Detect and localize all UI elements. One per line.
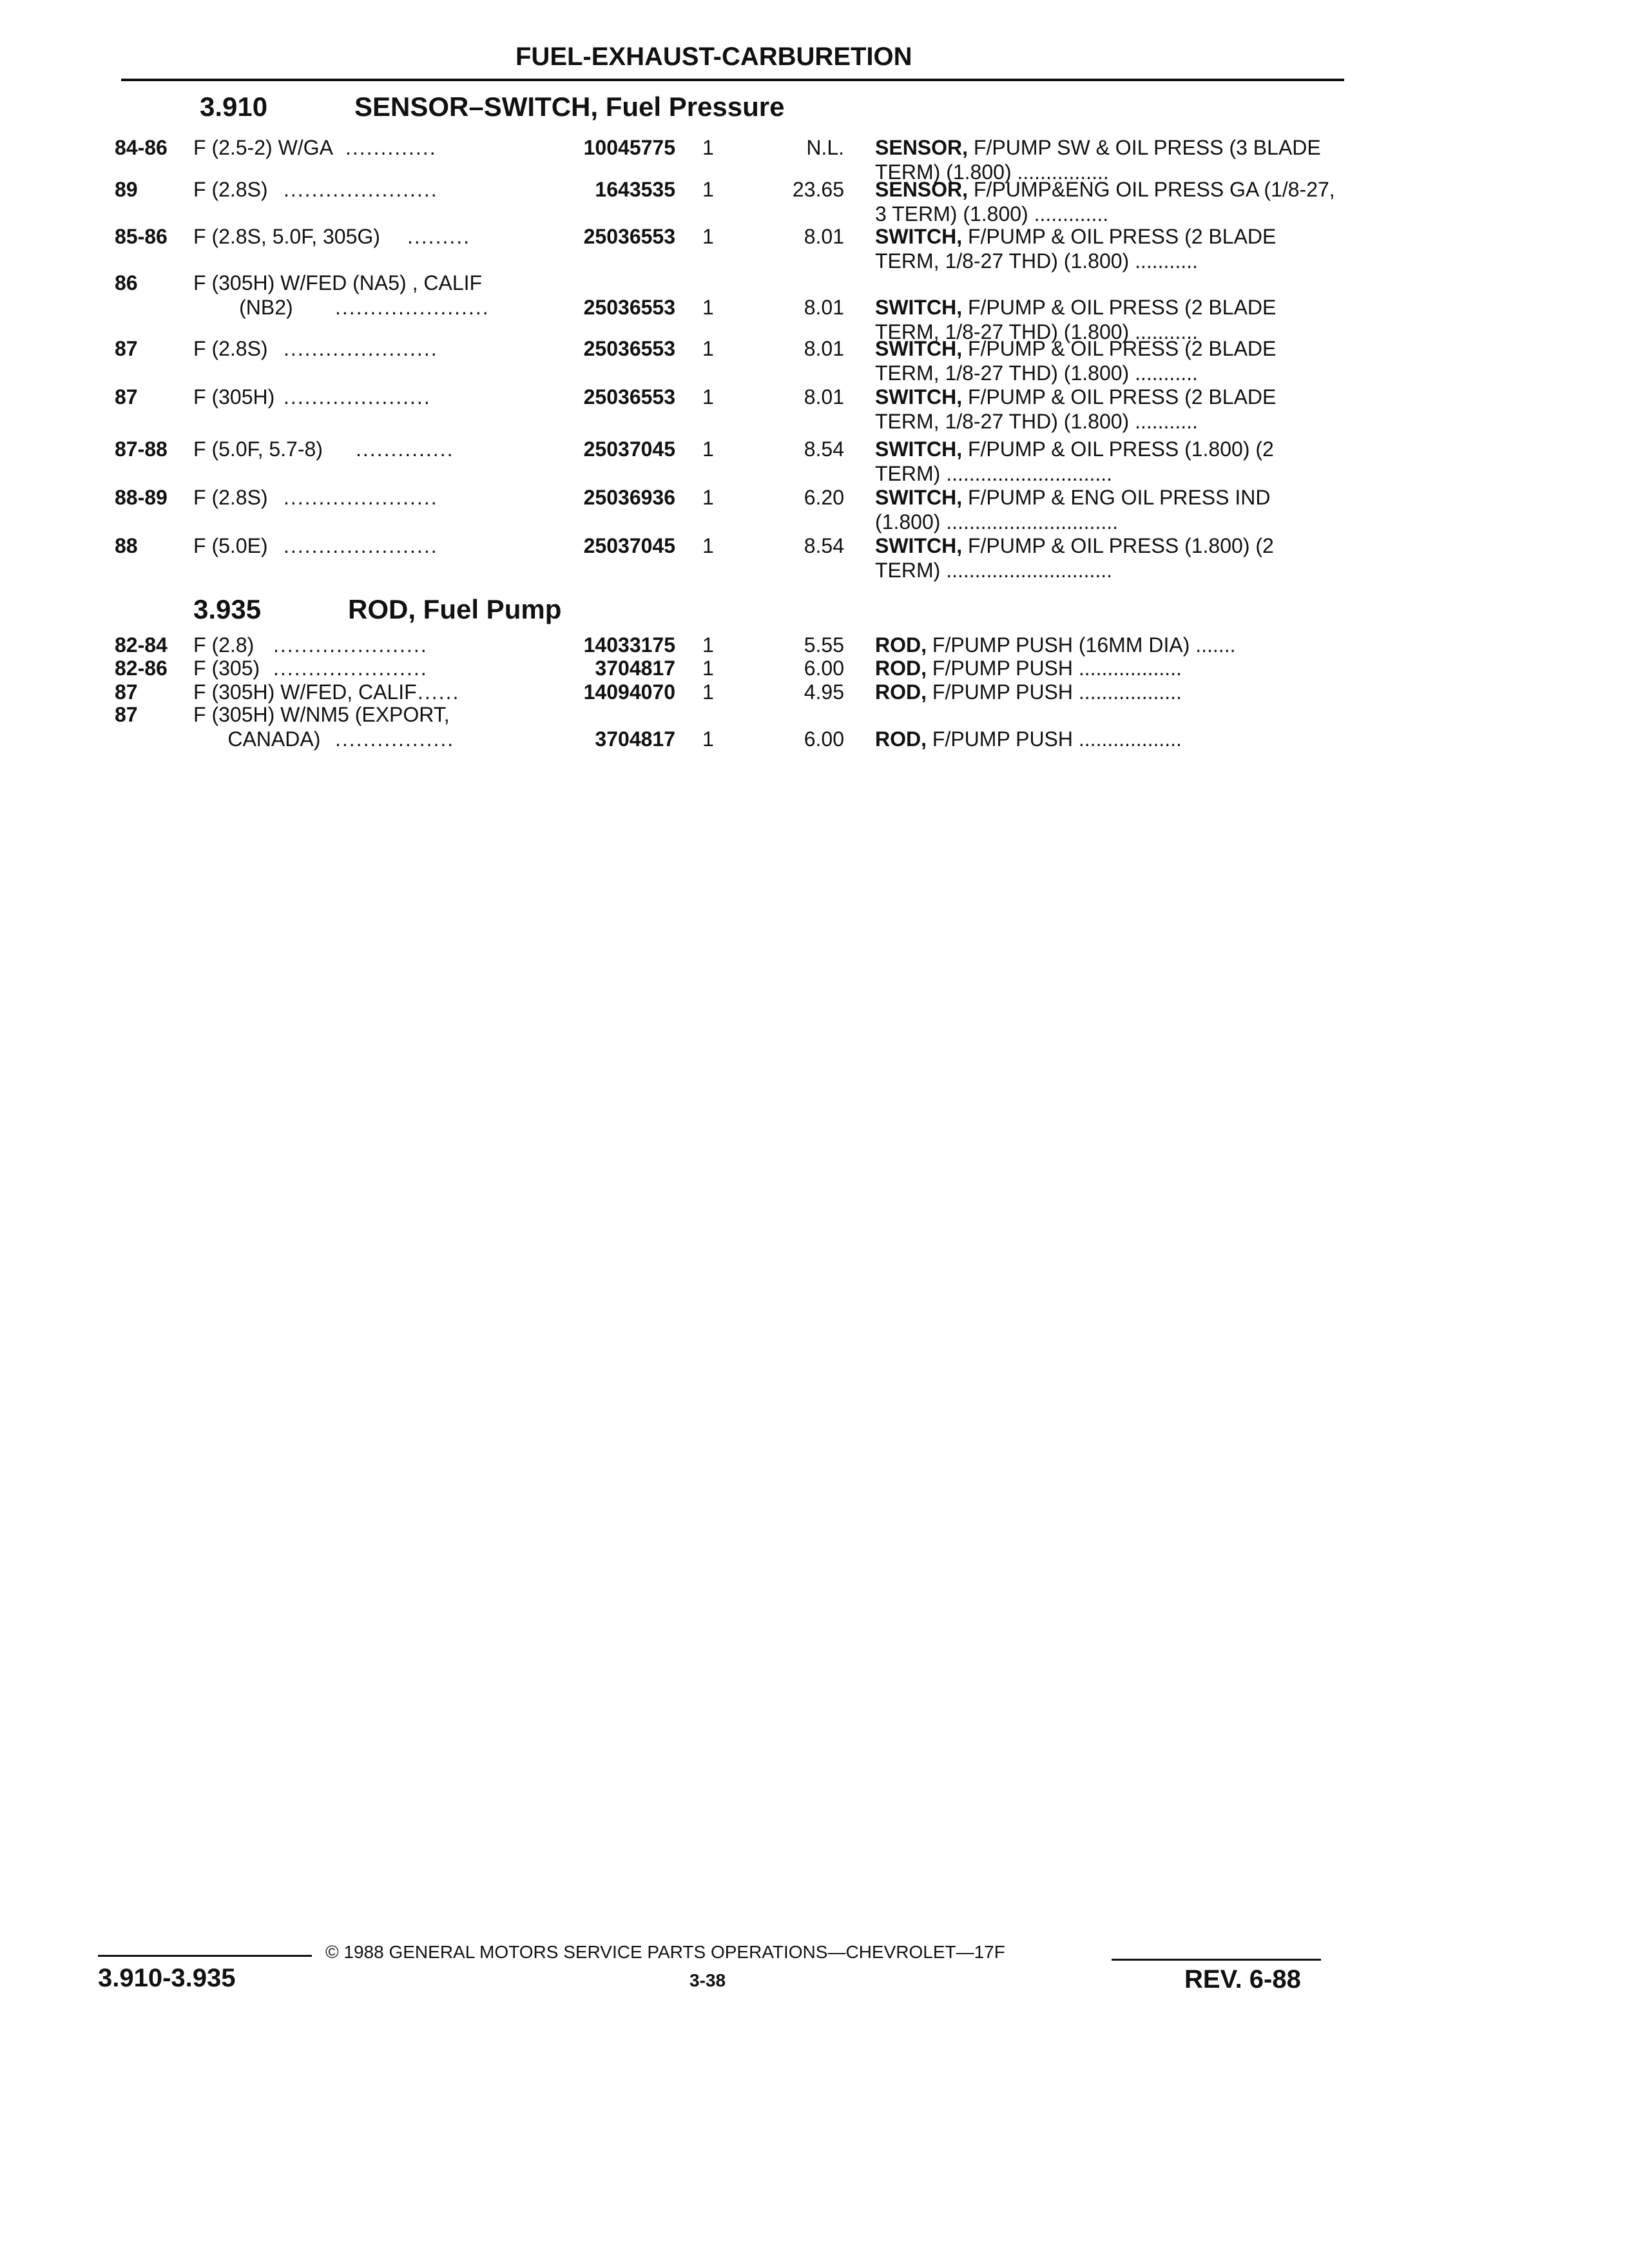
application: F (305H) W/FED (NA5) , CALIF (NB2) — [193, 271, 483, 319]
part-description — [875, 177, 1339, 226]
application: F (5.0E) — [193, 534, 268, 557]
model-year: 87 — [115, 337, 138, 360]
model-year: 89 — [115, 178, 138, 201]
leader-dots: ............. — [345, 136, 437, 159]
description-text: F/PUMP & OIL PRESS (2 BLADE TERM, 1/8-27 THD) (1.800) ........... — [875, 337, 1277, 385]
description-text: F/PUMP & OIL PRESS (2 BLADE TERM, 1/8-27 THD) (1.800) ........... — [875, 225, 1277, 273]
part-description — [875, 633, 1339, 657]
leader-dots: ...................... — [284, 178, 438, 201]
application: F (305H) — [193, 385, 275, 408]
price: 6.20 — [804, 486, 844, 509]
part-number: 3704817 — [595, 657, 675, 680]
description-noun: SWITCH, — [875, 437, 963, 461]
price: 8.54 — [804, 437, 844, 461]
table-row — [0, 485, 1629, 537]
description-noun: SWITCH, — [875, 534, 963, 557]
quantity: 1 — [702, 178, 714, 201]
application: F (305) — [193, 657, 260, 680]
leader-dots: ...................... — [284, 337, 438, 360]
price: 5.55 — [804, 633, 844, 657]
quantity: 1 — [702, 225, 714, 248]
quantity: 1 — [702, 136, 714, 159]
section-number: 3.910 — [200, 91, 268, 122]
quantity: 1 — [702, 385, 714, 408]
part-description — [875, 224, 1339, 273]
part-number: 25036553 — [583, 225, 675, 248]
part-description — [875, 727, 1339, 751]
part-number: 25037045 — [583, 437, 675, 461]
application: F (2.5-2) W/GA — [193, 136, 333, 159]
model-year: 84-86 — [115, 136, 168, 159]
model-year: 88 — [115, 534, 138, 557]
part-description — [875, 385, 1339, 434]
description-text: F/PUMP SW & OIL PRESS (3 BLADE TERM) (1.800) ................ — [875, 136, 1321, 184]
description-text: F/PUMP PUSH .................. — [927, 727, 1182, 751]
model-year: 85-86 — [115, 225, 168, 248]
description-noun: SWITCH, — [875, 486, 963, 509]
price: 8.01 — [804, 337, 844, 360]
model-year: 82-84 — [115, 633, 168, 657]
footer-rule-left — [98, 1955, 312, 1957]
leader-dots: ...................... — [273, 633, 428, 657]
price: 8.54 — [804, 534, 844, 557]
leader-dots: ..................... — [284, 385, 431, 408]
leader-dots: ...... — [418, 680, 460, 704]
part-description — [875, 680, 1339, 704]
description-noun: SENSOR, — [875, 178, 969, 201]
footer-copyright: © 1988 GENERAL MOTORS SERVICE PARTS OPERATIONS—CHEVROLET—17F — [325, 1942, 1005, 1962]
part-number: 3704817 — [595, 727, 675, 751]
application: F (5.0F, 5.7-8) — [193, 437, 323, 461]
description-text: F/PUMP & OIL PRESS (2 BLADE TERM, 1/8-27 THD) (1.800) ........... — [875, 385, 1277, 433]
description-noun: SWITCH, — [875, 385, 963, 408]
footer-section-range: 3.910-3.935 — [98, 1964, 236, 1992]
table-row — [0, 533, 1629, 585]
description-noun: SWITCH, — [875, 337, 963, 360]
description-text: F/PUMP & OIL PRESS (1.800) (2 TERM) ............................. — [875, 534, 1274, 582]
part-number: 1643535 — [595, 178, 675, 201]
application: F (2.8) — [193, 633, 255, 657]
part-description — [875, 656, 1339, 680]
description-text: F/PUMP PUSH .................. — [927, 680, 1182, 704]
price: 8.01 — [804, 225, 844, 248]
table-row — [0, 702, 1629, 754]
part-number: 10045775 — [583, 136, 675, 159]
description-noun: SENSOR, — [875, 136, 969, 159]
model-year: 87 — [115, 385, 138, 408]
leader-dots: ...................... — [273, 657, 428, 680]
part-number: 25037045 — [583, 534, 675, 557]
model-year: 87 — [115, 703, 138, 726]
part-description — [875, 437, 1339, 486]
table-row — [0, 224, 1629, 276]
application: F (305H) W/FED, CALIF — [193, 680, 417, 704]
application: F (2.8S) — [193, 486, 268, 509]
price: 23.65 — [792, 178, 844, 201]
leader-dots: .............. — [356, 437, 454, 461]
quantity: 1 — [702, 680, 714, 704]
part-number: 25036553 — [583, 385, 675, 408]
leader-dots: ...................... — [335, 296, 490, 319]
part-number: 25036553 — [583, 296, 675, 319]
description-text: F/PUMP & ENG OIL PRESS IND (1.800) .............................. — [875, 486, 1271, 533]
description-noun: ROD, — [875, 680, 927, 704]
part-number: 25036553 — [583, 337, 675, 360]
table-row — [0, 336, 1629, 388]
footer-rule-right — [1112, 1959, 1321, 1961]
price: 8.01 — [804, 296, 844, 319]
part-description — [875, 485, 1339, 534]
quantity: 1 — [702, 727, 714, 751]
quantity: 1 — [702, 657, 714, 680]
quantity: 1 — [702, 534, 714, 557]
part-description — [875, 533, 1339, 582]
application: F (2.8S) — [193, 337, 268, 360]
leader-dots: ................. — [335, 727, 455, 751]
quantity: 1 — [702, 337, 714, 360]
page-header-title: FUEL-EXHAUST-CARBURETION — [516, 43, 912, 71]
part-description — [875, 336, 1339, 385]
quantity: 1 — [702, 486, 714, 509]
price: 8.01 — [804, 385, 844, 408]
application: F (305H) W/NM5 (EXPORT, CANADA) — [193, 703, 450, 751]
table-row — [0, 385, 1629, 436]
quantity: 1 — [702, 437, 714, 461]
model-year: 87-88 — [115, 437, 168, 461]
description-text: F/PUMP & OIL PRESS (1.800) (2 TERM) ............................. — [875, 437, 1274, 485]
footer-revision: REV. 6-88 — [1184, 1965, 1301, 1994]
leader-dots: ...................... — [284, 534, 438, 557]
description-noun: ROD, — [875, 657, 927, 680]
section-title: ROD, Fuel Pump — [348, 594, 562, 624]
table-row — [0, 437, 1629, 488]
leader-dots: ......... — [407, 225, 471, 248]
description-noun: ROD, — [875, 633, 927, 657]
model-year: 82-86 — [115, 657, 168, 680]
description-noun: SWITCH, — [875, 296, 963, 319]
leader-dots: ...................... — [284, 486, 438, 509]
part-number: 14033175 — [583, 633, 675, 657]
application: F (2.8S) — [193, 178, 268, 201]
section-number: 3.935 — [193, 594, 262, 624]
table-row — [0, 177, 1629, 229]
description-text: F/PUMP&ENG OIL PRESS GA (1/8-27, 3 TERM) (1.800) ............. — [875, 178, 1335, 226]
description-noun: SWITCH, — [875, 225, 963, 248]
part-number: 25036936 — [583, 486, 675, 509]
price: 6.00 — [804, 657, 844, 680]
model-year: 86 — [115, 271, 138, 294]
application: F (2.8S, 5.0F, 305G) — [193, 225, 380, 248]
part-number: 14094070 — [583, 680, 675, 704]
description-text: F/PUMP & OIL PRESS (2 BLADE TERM, 1/8-27 THD) (1.800) ........... — [875, 296, 1277, 343]
section-title: SENSOR–SWITCH, Fuel Pressure — [354, 91, 785, 122]
description-text: F/PUMP PUSH .................. — [927, 657, 1182, 680]
model-year: 87 — [115, 680, 138, 704]
price: 4.95 — [804, 680, 844, 704]
footer-page-number: 3-38 — [689, 1970, 726, 1990]
description-text: F/PUMP PUSH (16MM DIA) ....... — [927, 633, 1236, 657]
table-row — [0, 271, 1629, 343]
price: 6.00 — [804, 727, 844, 751]
quantity: 1 — [702, 633, 714, 657]
quantity: 1 — [702, 296, 714, 319]
description-noun: ROD, — [875, 727, 927, 751]
model-year: 88-89 — [115, 486, 168, 509]
header-rule — [121, 79, 1344, 81]
price: N.L. — [806, 136, 844, 159]
